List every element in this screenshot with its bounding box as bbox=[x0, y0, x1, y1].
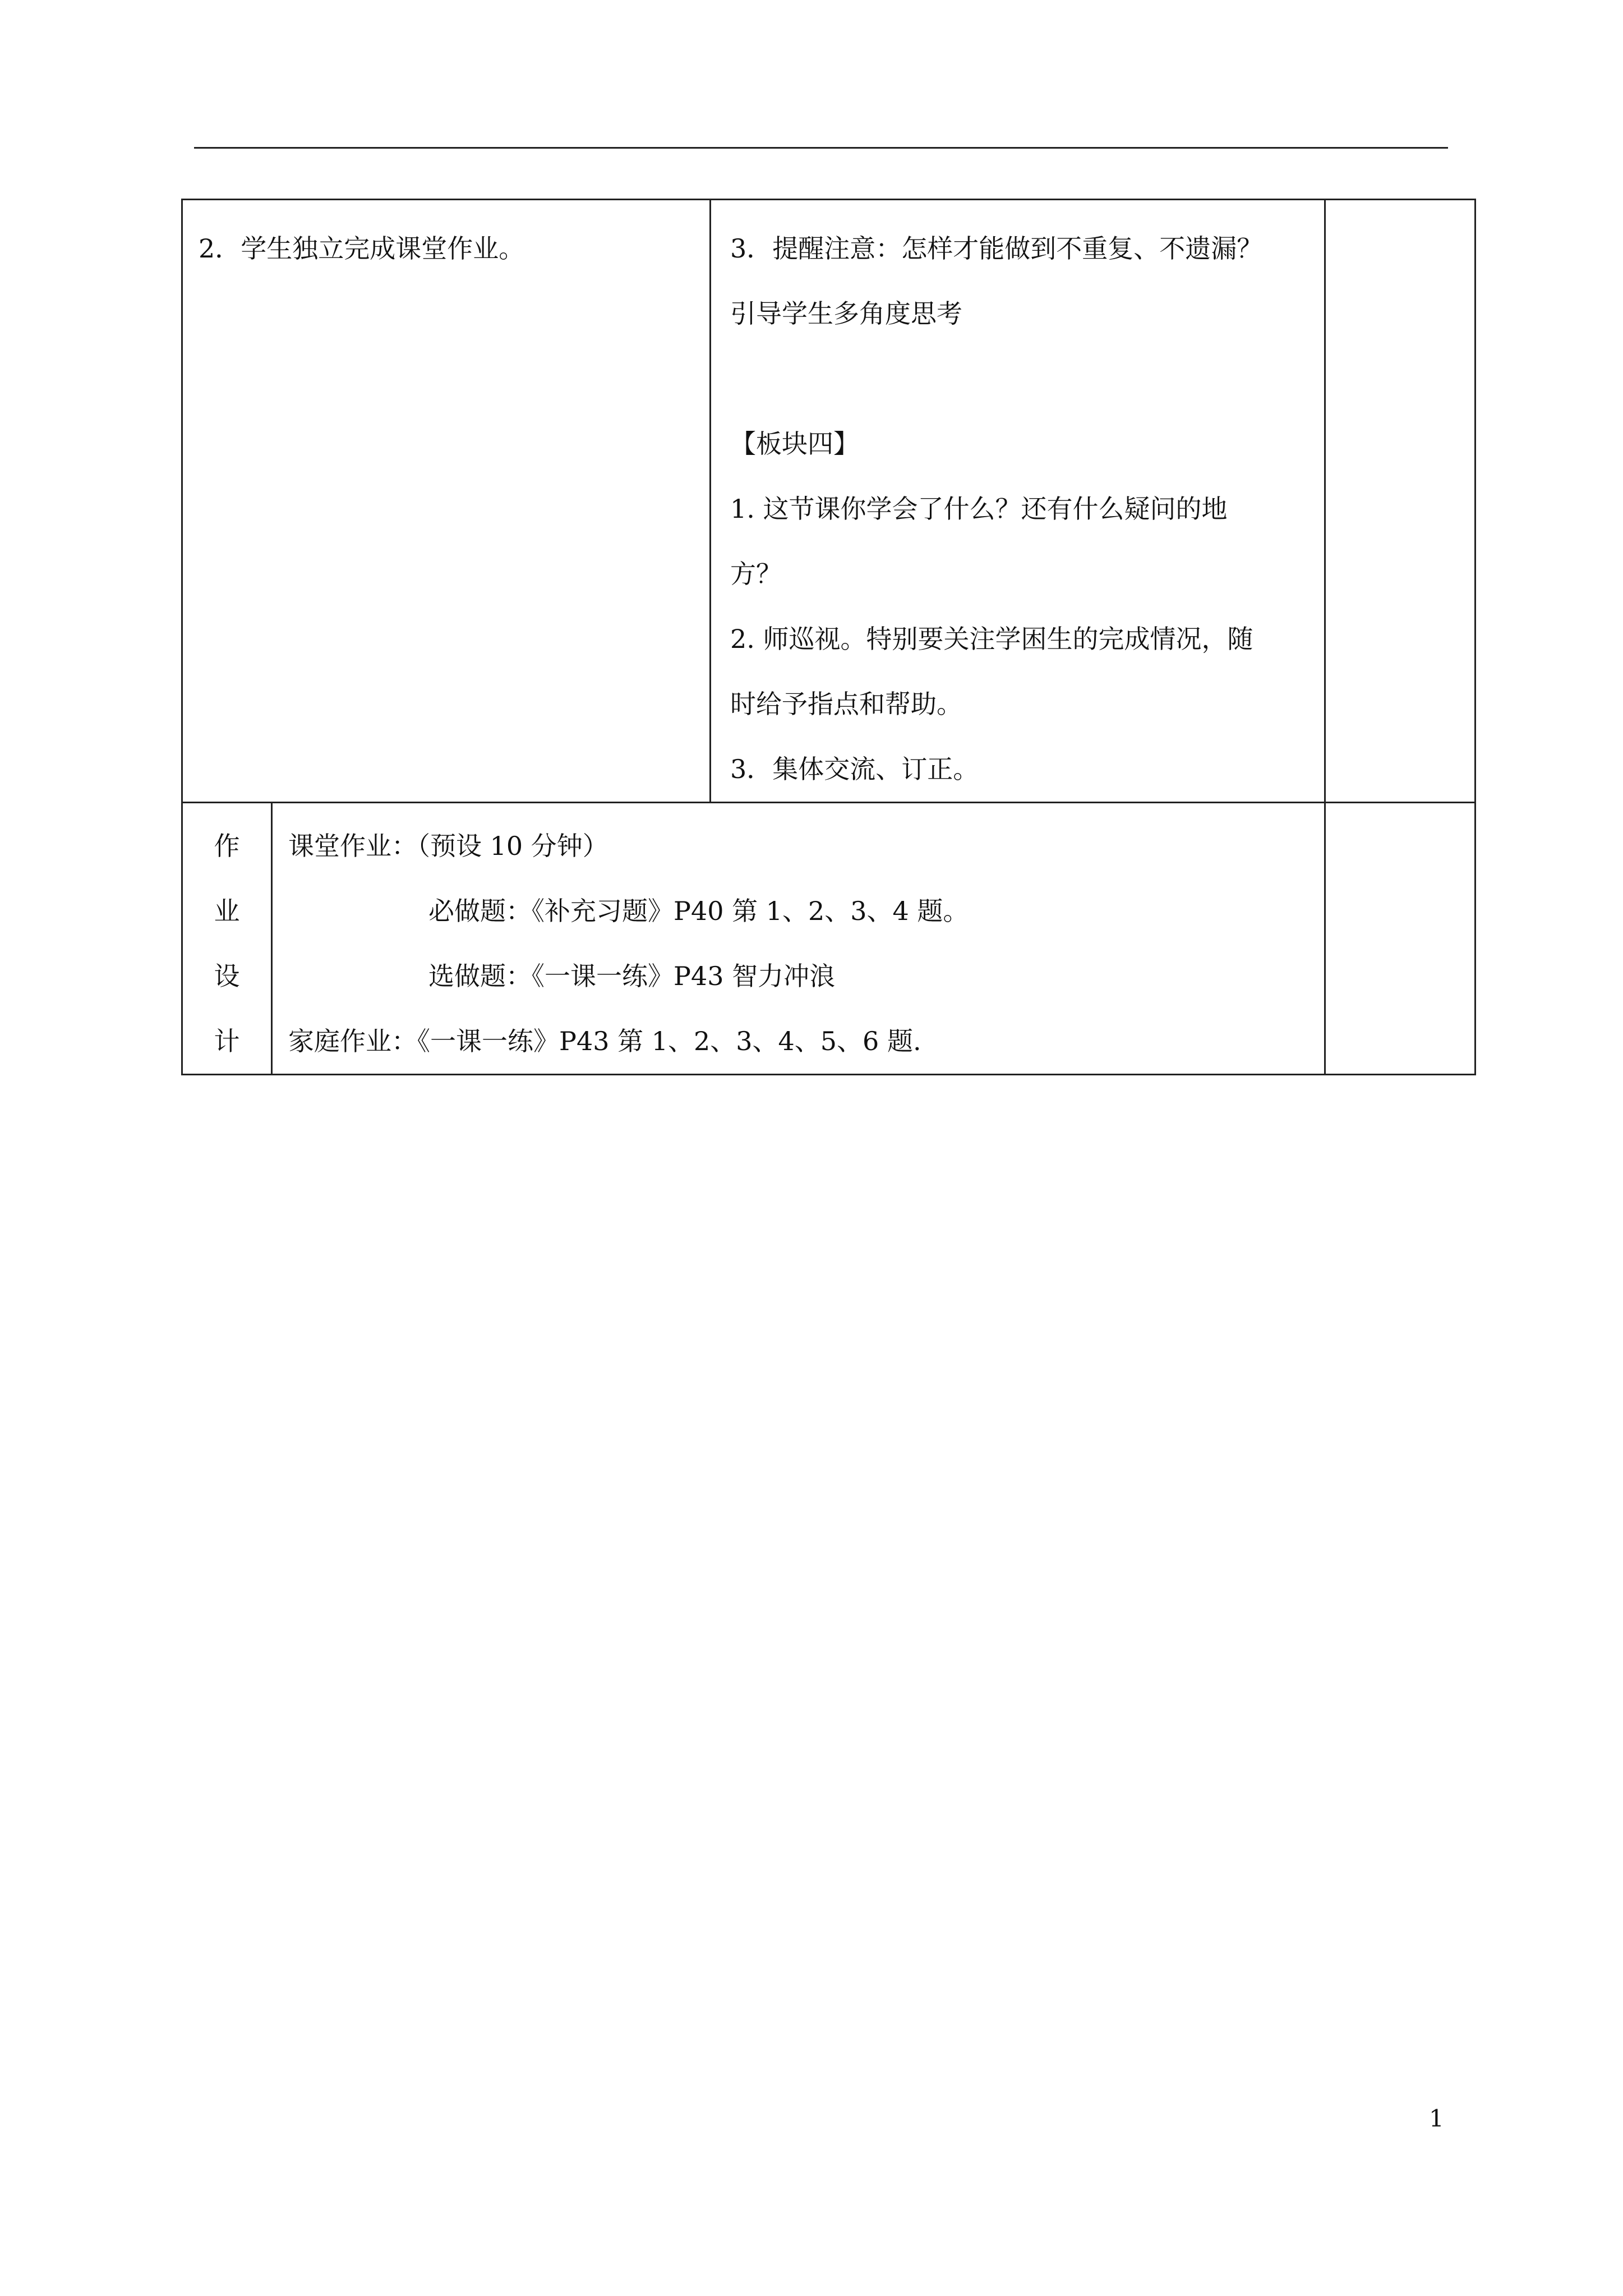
exchange-item-3: 3．集体交流、订正。 bbox=[730, 754, 979, 784]
activity-row bbox=[182, 200, 1476, 803]
required-exercises: 必做题：《补充习题》P40 第 1、2、3、4 题。 bbox=[428, 896, 969, 926]
homework-content-cell bbox=[272, 803, 1325, 1075]
question-item-1b: 方？ bbox=[730, 559, 782, 589]
label-char: 作 bbox=[214, 831, 240, 861]
patrol-item-2b: 时给予指点和帮助。 bbox=[730, 689, 962, 719]
page-number: 1 bbox=[1429, 2105, 1444, 2132]
label-char: 业 bbox=[214, 896, 240, 926]
teacher-activity-cell bbox=[711, 200, 1325, 803]
label-char: 设 bbox=[214, 961, 240, 991]
label-char: 计 bbox=[214, 1026, 240, 1056]
student-activity-cell bbox=[182, 200, 711, 803]
reminder-line: 3．提醒注意：怎样才能做到不重复、不遗漏？ bbox=[730, 233, 1263, 264]
notes-cell bbox=[1325, 200, 1476, 803]
spacer bbox=[730, 346, 1308, 411]
lesson-plan-table bbox=[181, 199, 1476, 1075]
homework-row bbox=[182, 803, 1476, 1075]
student-activity-item: 2．学生独立完成课堂作业。 bbox=[199, 233, 525, 264]
homework-label-cell bbox=[182, 803, 272, 1075]
section-title: 【板块四】 bbox=[730, 429, 859, 459]
optional-exercises: 选做题：《一课一练》P43 智力冲浪 bbox=[428, 961, 836, 991]
homework-notes-cell bbox=[1325, 803, 1476, 1075]
patrol-item-2a: 2. 师巡视。特别要关注学困生的完成情况，随 bbox=[730, 624, 1253, 654]
question-item-1a: 1. 这节课你学会了什么？还有什么疑问的地 bbox=[730, 494, 1228, 524]
homework-design-label bbox=[183, 803, 271, 1074]
guidance-line: 引导学生多角度思考 bbox=[730, 298, 962, 329]
classroom-homework: 课堂作业：（预设 10 分钟） bbox=[288, 831, 608, 861]
header-rule bbox=[194, 147, 1448, 149]
home-homework: 家庭作业：《一课一练》P43 第 1、2、3、4、5、6 题. bbox=[288, 1026, 921, 1056]
